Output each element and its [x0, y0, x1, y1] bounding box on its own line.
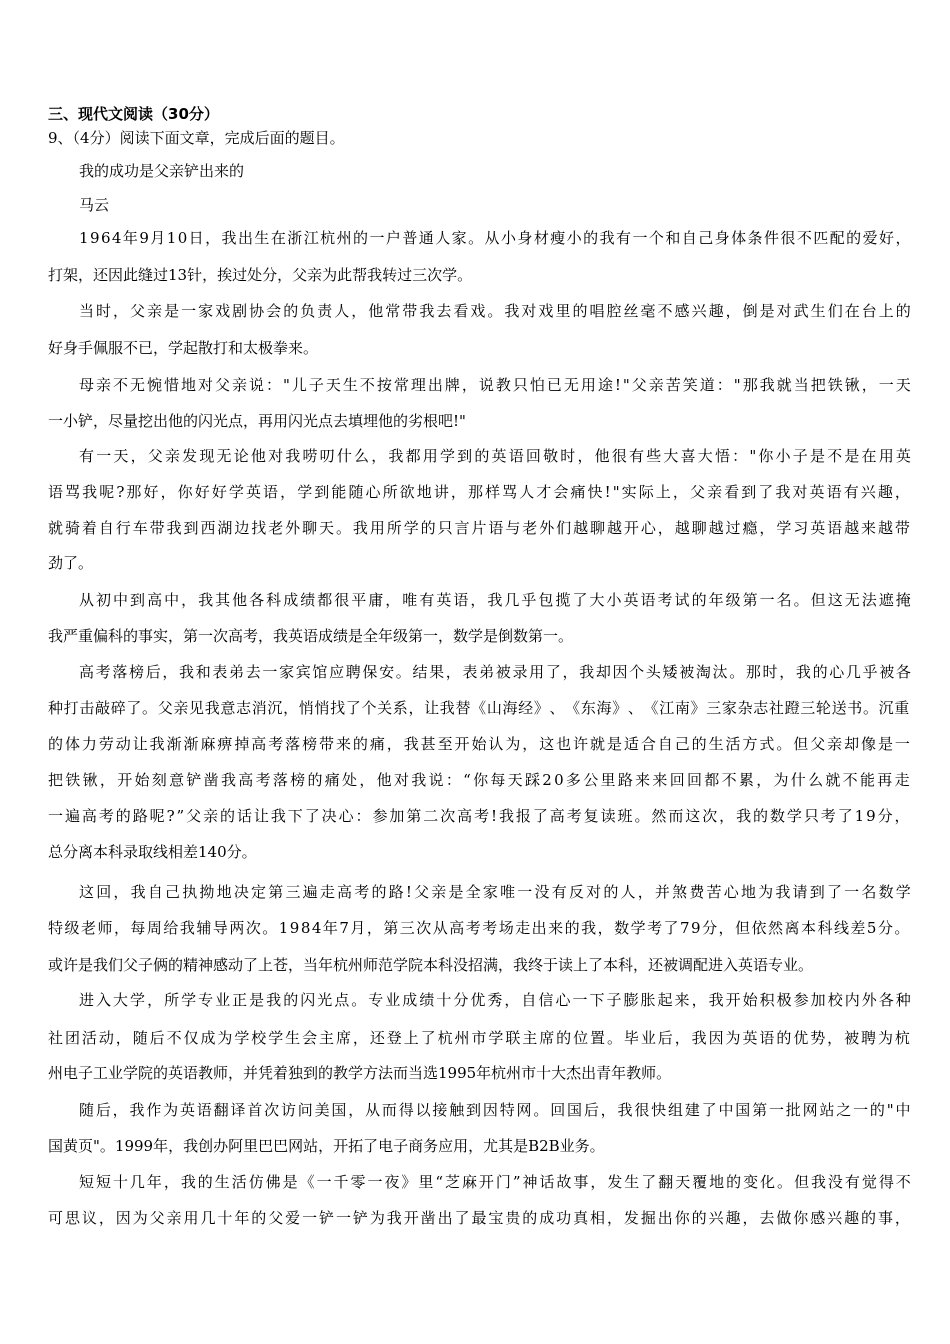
question-prompt: 9、（4分）阅读下面文章，完成后面的题目。 [48, 129, 345, 147]
paragraph-line: 州电子工业学院的英语教师，并凭着独到的教学方法而当选1995年杭州市十大杰出青年教师。 [48, 1064, 672, 1082]
paragraph-line: 这 回 ， 我 自 己 执 拗 地 决 定 第 三 遍 走 高 考 的 路 ! 父 亲 是 全 家 唯 一 没 有 反 对 的 人 ， 并 煞 费 苦 心 地 为 我 请 到 了 一 名 数 学 [79, 883, 911, 901]
paragraph-line: 母 亲 不 无 惋 惜 地 对 父 亲 说 ： " 儿 子 天 生 不 按 常 理 出 牌 ， 说 教 只 怕 已 无 用 途 ! " 父 亲 苦 笑 道 ： " 那 我 就 当 把 铁 锹 ， 一 天 [79, 376, 911, 394]
paragraph-line: 当 时 ， 父 亲 是 一 家 戏 剧 协 会 的 负 责 人 ， 他 常 带 我 去 看 戏 。 我 对 戏 里 的 唱 腔 丝 毫 不 感 兴 趣 ， 倒 是 对 武 生 们 在 台 上 的 [79, 302, 911, 320]
paragraph-line: 高 考 落 榜 后 ， 我 和 表 弟 去 一 家 宾 馆 应 聘 保 安 。 结 果 ， 表 弟 被 录 用 了 ， 我 却 因 个 头 矮 被 淘 汰 。 那 时 ， 我 的 心 几 乎 被 各 [79, 663, 911, 681]
paragraph-line: 短 短 十 几 年 ， 我 的 生 活 仿 佛 是 《 一 千 零 一 夜 》 里 “ 芝 麻 开 门 ” 神 话 故 事 ， 发 生 了 翻 天 覆 地 的 变 化 。 但 我 没 有 觉 得 不 [79, 1173, 911, 1191]
paragraph-line: 总分离本科录取线相差140分。 [48, 843, 257, 861]
paragraph-line: 国黄页"。1999年，我创办阿里巴巴网站，开拓了电子商务应用，尤其是B2B业务。 [48, 1137, 605, 1155]
paragraph-line: 随 后 ， 我 作 为 英 语 翻 译 首 次 访 问 美 国 ， 从 而 得 以 接 触 到 因 特 网 。 回 国 后 ， 我 很 快 组 建 了 中 国 第 一 批 网 站 之 一 的 " 中 [79, 1101, 911, 1119]
paragraph-line: 种 打 击 敲 碎 了 。 父 亲 见 我 意 志 消 沉 ， 悄 悄 找 了 个 关 系 ， 让 我 替 《 山 海 经 》 、 《 东 海 》 、 《 江 南 》 三 家 杂 志 社 蹬 三 轮 送 书 。 沉 重 [48, 699, 910, 717]
paragraph-line: 进 入 大 学 ， 所 学 专 业 正 是 我 的 闪 光 点 。 专 业 成 绩 十 分 优 秀 ， 自 信 心 一 下 子 膨 胀 起 来 ， 我 开 始 积 极 参 加 校 内 外 各 种 [79, 991, 911, 1009]
paragraph-line: 语 骂 我 呢 ? 那 好 ， 你 好 好 学 英 语 ， 学 到 能 随 心 所 欲 地 讲 ， 那 样 骂 人 才 会 痛 快 ! " 实 际 上 ， 父 亲 看 到 了 我 对 英 语 有 兴 趣 ， [48, 483, 910, 501]
paragraph-line: 把 铁 锹 ， 开 始 刻 意 铲 凿 我 高 考 落 榜 的 痛 处 ， 他 对 我 说 ： “ 你 每 天 踩 2 0 多 公 里 路 来 来 回 回 都 不 累 ， 为 什 么 就 不 能 再 走 [48, 771, 910, 789]
paragraph-line: 一小铲，尽量挖出他的闪光点，再用闪光点去填埋他的劣根吧!" [48, 412, 466, 430]
paragraph-line: 1 9 6 4 年 9 月 1 0 日 ， 我 出 生 在 浙 江 杭 州 的 一 户 普 通 人 家 。 从 小 身 材 瘦 小 的 我 有 一 个 和 自 己 身 体 条 件 很 不 匹 配 的 爱 好 ， [79, 229, 911, 247]
paragraph-line: 好身手佩服不已，学起散打和太极拳来。 [48, 339, 319, 357]
paragraph-line: 特 级 老 师 ， 每 周 给 我 辅 导 两 次 。 1 9 8 4 年 7 月 ， 第 三 次 从 高 考 考 场 走 出 来 的 我 ， 数 学 考 了 7 9 分 ， 但 依 然 离 本 科 线 差 5 分 。 [48, 919, 910, 937]
paragraph-line: 社 团 活 动 ， 随 后 不 仅 成 为 学 校 学 生 会 主 席 ， 还 登 上 了 杭 州 市 学 联 主 席 的 位 置 。 毕 业 后 ， 我 因 为 英 语 的 优 势 ， 被 聘 为 杭 [48, 1029, 910, 1047]
paragraph-line: 从 初 中 到 高 中 ， 我 其 他 各 科 成 绩 都 很 平 庸 ， 唯 有 英 语 ， 我 几 乎 包 揽 了 大 小 英 语 考 试 的 年 级 第 一 名 。 但 这 无 法 遮 掩 [79, 591, 911, 609]
section-heading: 三、现代文阅读（30分） [48, 105, 219, 123]
paragraph-line: 劲了。 [48, 554, 94, 572]
paragraph-line: 可 思 议 ， 因 为 父 亲 用 几 十 年 的 父 爱 一 铲 一 铲 为 我 开 凿 出 了 最 宝 贵 的 成 功 真 相 ， 发 掘 出 你 的 兴 趣 ， 去 做 你 感 兴 趣 的 事 ， [48, 1209, 910, 1227]
paragraph-line: 打架，还因此缝过13针，挨过处分，父亲为此帮我转过三次学。 [48, 266, 473, 284]
paragraph-line: 有 一 天 ， 父 亲 发 现 无 论 他 对 我 唠 叨 什 么 ， 我 都 用 学 到 的 英 语 回 敬 时 ， 他 很 有 些 大 喜 大 悟 ： " 你 小 子 是 不 是 在 用 英 [79, 447, 911, 465]
article-author: 马云 [79, 196, 110, 214]
paragraph-line: 一 遍 高 考 的 路 呢 ? ” 父 亲 的 话 让 我 下 了 决 心 ： 参 加 第 二 次 高 考 ! 我 报 了 高 考 复 读 班 。 然 而 这 次 ， 我 的 数 学 只 考 了 1 9 分 ， [48, 807, 910, 825]
paragraph-line: 或许是我们父子俩的精神感动了上苍，当年杭州师范学院本科没招满，我终于读上了本科，还被调配进入英语专业。 [48, 956, 814, 974]
paragraph-line: 的 体 力 劳 动 让 我 渐 渐 麻 痹 掉 高 考 落 榜 带 来 的 痛 ， 我 甚 至 开 始 认 为 ， 这 也 许 就 是 适 合 自 己 的 生 活 方 式 。 但 父 亲 却 像 是 一 [48, 735, 910, 753]
article-title: 我的成功是父亲铲出来的 [79, 162, 245, 180]
paragraph-line: 就 骑 着 自 行 车 带 我 到 西 湖 边 找 老 外 聊 天 。 我 用 所 学 的 只 言 片 语 与 老 外 们 越 聊 越 开 心 ， 越 聊 越 过 瘾 ， 学 习 英 语 越 来 越 带 [48, 519, 910, 537]
paragraph-line: 我严重偏科的事实，第一次高考，我英语成绩是全年级第一，数学是倒数第一。 [48, 627, 574, 645]
